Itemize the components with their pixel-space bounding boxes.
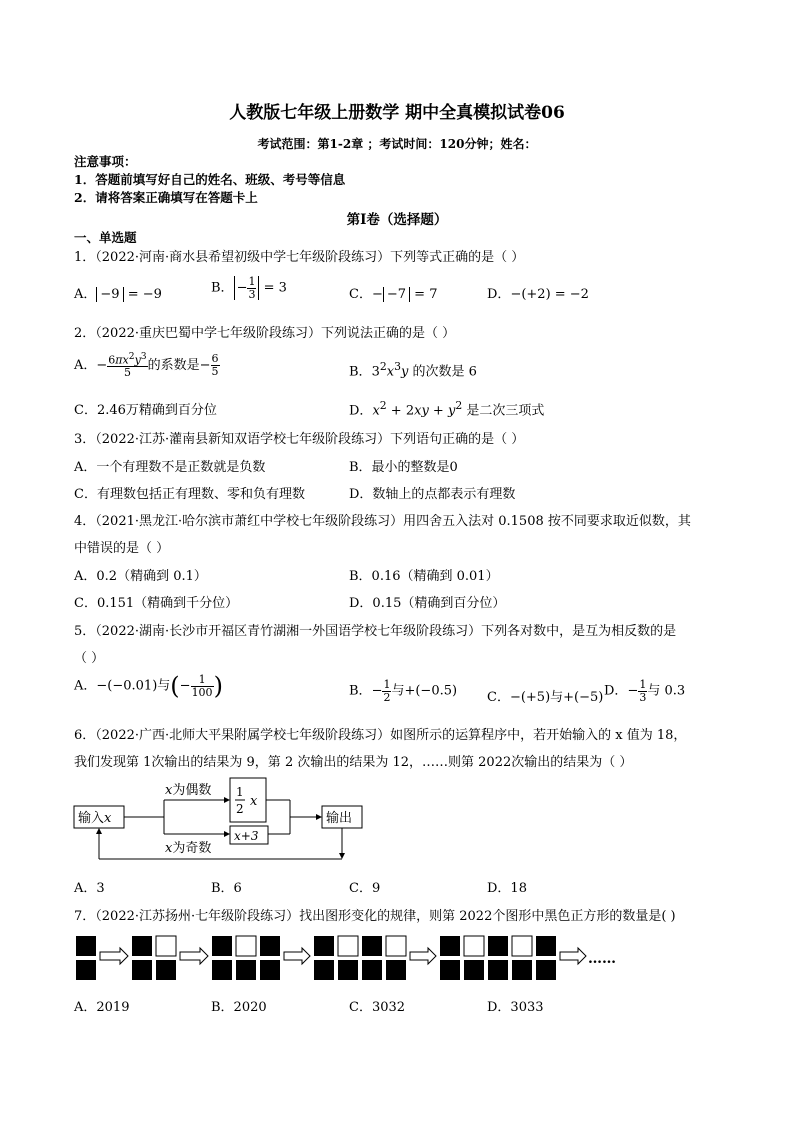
even-label: x为偶数 <box>165 783 212 798</box>
question-3-stem: 3．（2022·江苏·灌南县新知双语学校七年级阶段练习）下列语句正确的是（ ） <box>74 432 525 447</box>
question-5-stem-line-1: 5．（2022·湖南·长沙市开福区青竹湖湘一外国语学校七年级阶段练习）下列各对数中，是互为相反数的是 <box>74 624 677 639</box>
square-pattern-figure <box>72 932 632 984</box>
question-3-option-a[interactable]: A．一个有理数不是正数就是负数 <box>74 460 266 475</box>
question-7-option-b[interactable]: B．2020 <box>211 1000 267 1015</box>
svg-text:x+3: x+3 <box>234 829 259 843</box>
question-6-option-a[interactable]: A．3 <box>74 881 105 896</box>
question-2-option-c[interactable]: C．2.46万精确到百分位 <box>74 403 217 418</box>
question-6-stem-line-1: 6．（2022·广西·北师大平果附属学校七年级阶段练习）如图所示的运算程序中，若开始输入的 x 值为 18， <box>74 728 687 743</box>
page-title: 人教版七年级上册数学 期中全真模拟试卷06 <box>229 103 565 123</box>
question-1-stem: 1．（2022·河南·商水县希望初级中学七年级阶段练习）下列等式正确的是（ ） <box>74 250 525 265</box>
question-1-option-b[interactable]: B． − $\frac{1}{3}$ = 3 <box>211 275 287 301</box>
question-7-stem: 7．（2022·江苏扬州·七年级阶段练习）找出图形变化的规律，则第 2022个图形中黑色正方形的数量是( ) <box>74 909 676 924</box>
question-2-option-a[interactable]: A．− $\frac{6\pi x^2y^3}{5}$ 的系数是− $\frac{6}{5}$ <box>74 351 219 380</box>
question-7-option-c[interactable]: C．3032 <box>349 1000 406 1015</box>
svg-text:x: x <box>250 794 258 809</box>
question-7-option-d[interactable]: D．3033 <box>487 1000 544 1015</box>
svg-text:输出: 输出 <box>326 811 353 826</box>
ellipsis: …… <box>588 951 616 967</box>
question-7-option-a[interactable]: A．2019 <box>74 1000 130 1015</box>
notice-item-2: 2．请将答案正确填写在答题卡上 <box>74 190 258 205</box>
question-6-stem-line-2: 我们发现第 1次输出的结果为 9，第 2 次输出的结果为 12，……则第 2022次输出的结果为（ ） <box>74 755 633 770</box>
question-5-option-d[interactable]: D．− $\frac{1}{3}$ 与 0.3 <box>604 678 686 704</box>
question-6-option-c[interactable]: C．9 <box>349 881 381 896</box>
question-3-option-d[interactable]: D．数轴上的点都表示有理数 <box>349 487 516 502</box>
part-heading: 一、单选题 <box>74 230 137 245</box>
question-1-option-d[interactable]: D．−(+2) = −2 <box>487 287 589 302</box>
question-6-option-d[interactable]: D．18 <box>487 881 527 896</box>
question-1-option-a[interactable]: A． −9 = −9 <box>74 287 162 302</box>
question-3-option-c[interactable]: C．有理数包括正有理数、零和负有理数 <box>74 487 305 502</box>
question-2-stem: 2．（2022·重庆巴蜀中学七年级阶段练习）下列说法正确的是（ ） <box>74 326 456 341</box>
question-4-stem-line-2: 中错误的是（ ） <box>74 541 170 556</box>
question-5-option-b[interactable]: B．− $\frac{1}{2}$ 与+(−0.5) <box>349 678 458 704</box>
question-4-option-c[interactable]: C．0.151（精确到千分位） <box>74 596 239 611</box>
notice-heading: 注意事项： <box>74 154 137 169</box>
question-3-option-b[interactable]: B．最小的整数是0 <box>349 460 458 475</box>
question-1-option-c[interactable]: C．− −7 = 7 <box>349 287 438 302</box>
question-4-option-b[interactable]: B．0.16（精确到 0.01） <box>349 569 499 584</box>
section-title: 第I卷（选择题） <box>346 212 448 228</box>
question-5-stem-line-2: （ ） <box>74 651 105 666</box>
notice-item-1: 1．答题前填写好自己的姓名、班级、考号等信息 <box>74 172 346 187</box>
question-4-option-a[interactable]: A．0.2（精确到 0.1） <box>74 569 207 584</box>
odd-label: x为奇数 <box>165 841 212 856</box>
question-2-option-d[interactable]: D．$x^2 + 2xy + y^2$ 是二次三项式 <box>349 399 545 419</box>
question-2-option-b[interactable]: B．$3^2x^3y$ 的次数是 6 <box>349 360 477 380</box>
svg-text:2: 2 <box>236 802 244 816</box>
input-label: 输入x <box>78 811 112 826</box>
question-4-option-d[interactable]: D．0.15（精确到百分位） <box>349 596 506 611</box>
question-6-option-b[interactable]: B．6 <box>211 881 242 896</box>
question-4-stem-line-1: 4．（2021·黑龙江·哈尔滨市萧红中学校七年级阶段练习）用四舍五入法对 0.1508 按不同要求取近似数，其 <box>74 514 691 529</box>
program-flowchart <box>70 770 370 868</box>
exam-info: 考试范围：第1-2章 ；考试时间：120分钟；姓名： <box>257 137 537 151</box>
svg-text:1: 1 <box>236 785 244 799</box>
question-5-option-a[interactable]: A．−(−0.01)与(− $\frac{1}{100}$ ) <box>74 672 223 700</box>
question-5-option-c[interactable]: C．−(+5)与+(−5) <box>487 690 604 705</box>
